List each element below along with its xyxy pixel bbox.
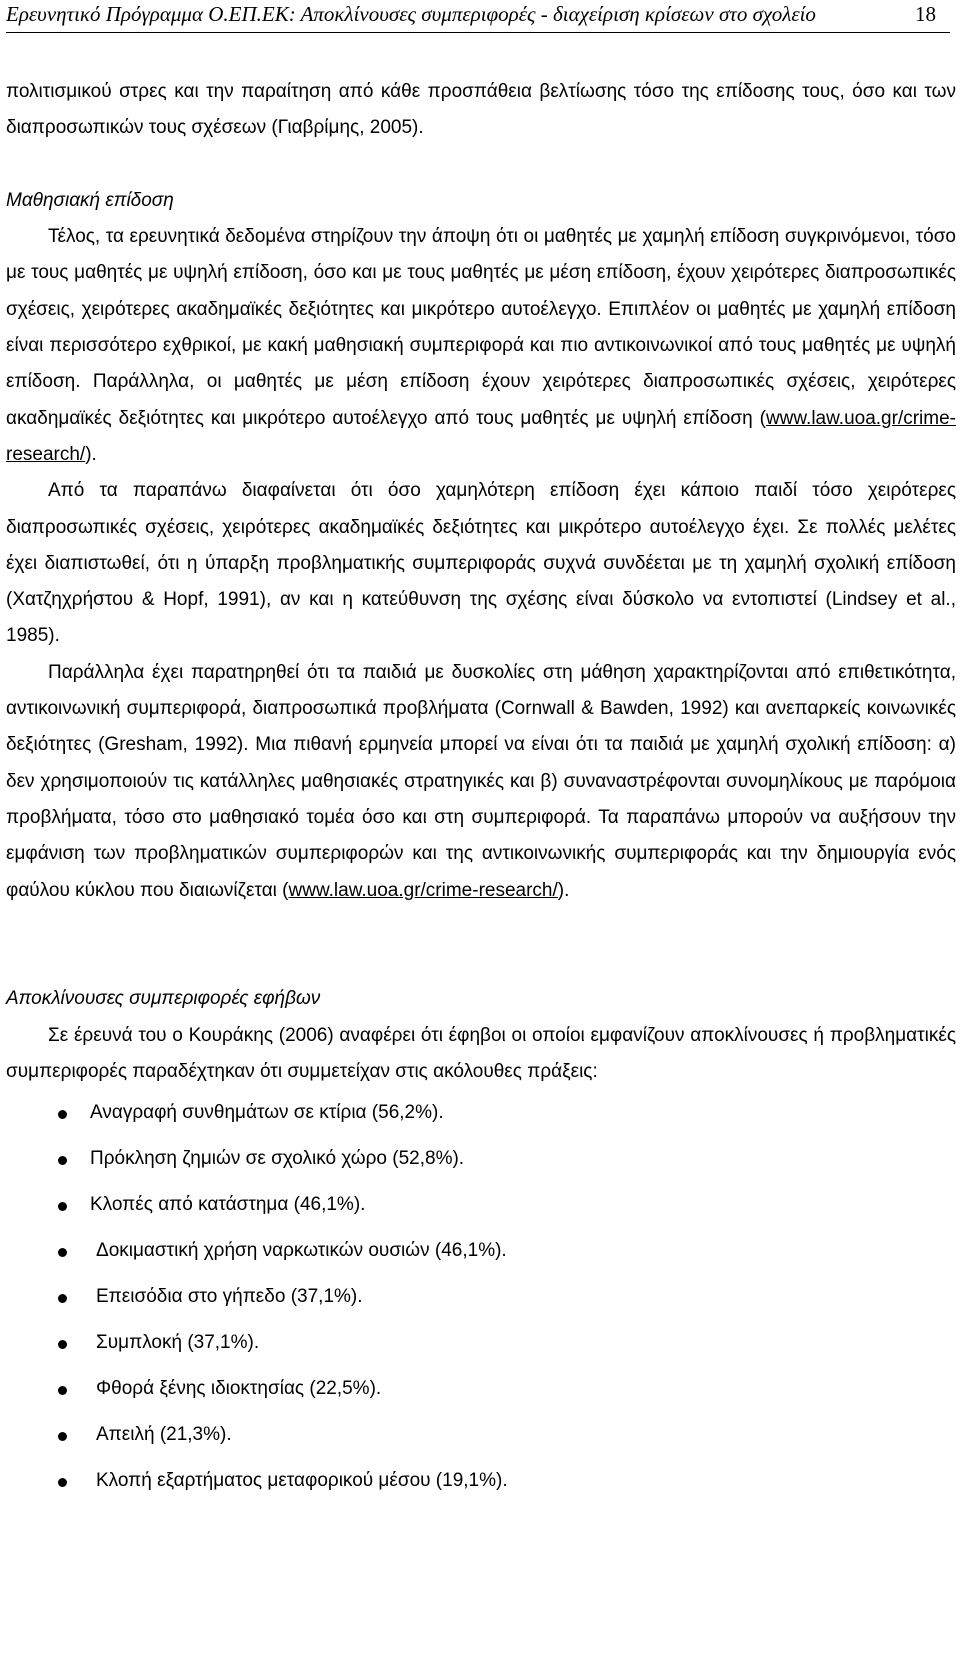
list-item-text: Κλοπή εξαρτήματος μεταφορικού μέσου (19,1%). [96,1470,508,1492]
bullet-icon [58,1386,67,1395]
list-item [6,1366,956,1412]
list-item-text: Επεισόδια στο γήπεδο (37,1%). [96,1286,363,1308]
bullet-icon [58,1110,67,1119]
list-item-text: Απειλή (21,3%). [96,1424,232,1446]
spacer [6,909,956,982]
bullet-icon [58,1340,67,1349]
list-item-text: Κλοπές από κατάστημα (46,1%). [90,1194,366,1216]
section-heading-deviant-behaviors: Αποκλίνουσες συμπεριφορές εφήβων [6,988,321,1010]
list-item-text: Αναγραφή συνθημάτων σε κτίρια (56,2%). [90,1102,444,1124]
section-heading-learning-performance: Μαθησιακή επίδοση [6,189,174,211]
list-item-text: Φθορά ξένης ιδιοκτησίας (22,5%). [96,1378,382,1400]
paragraph-text-end: ). [557,879,570,901]
list-item [6,1412,956,1458]
paragraph-learning-difficulties [6,655,956,909]
paragraph-performance-findings [6,219,956,473]
bullet-icon [58,1432,67,1441]
list-item [6,1320,956,1366]
list-item-text: Πρόκληση ζημιών σε σχολικό χώρο (52,8%). [90,1148,465,1170]
list-item [6,1182,956,1228]
bullet-icon [58,1202,67,1211]
list-item-text: Δοκιμαστική χρήση ναρκωτικών ουσιών (46,1%). [96,1240,507,1262]
paragraph-continuation: πολιτισμικού στρες και την παραίτηση από κάθε προσπάθεια βελτίωσης τόσο της επίδοσης τους, όσο και των διαπροσωπικών τους σχέσεων (Γιαβρίμης, 2005). [6,81,956,139]
crime-research-link[interactable]: www.law.uoa.gr/crime-research/ [288,879,558,901]
behaviors-list [6,1090,956,1504]
list-item [6,1274,956,1320]
bullet-icon [58,1478,67,1487]
spacer [6,147,956,183]
bullet-icon [58,1248,67,1257]
paragraph-kourakis-study: Σε έρευνά του ο Κουράκης (2006) αναφέρει ότι έφηβοι οι οποίοι εμφανίζουν αποκλίνουσες ή προβληματικές συμπεριφορές παραδέχτηκαν ότι συμμετείχαν στις ακόλουθες πράξεις: [6,1024,956,1083]
paragraph-text: Τέλος, τα ερευνητικά δεδομένα στηρίζουν την άποψη ότι οι μαθητές με χαμηλή επίδοση συγκρινόμενοι, τόσο με τους μαθητές με υψηλή επίδοση, όσο και με τους μαθητές με μέση επίδοση, έχουν χειρότερες διαπροσωπικές σχέσεις, χειρότερες ακαδημαϊκές δεξιότητες και μικρότερο αυτοέλεγχο. Επιπλέον οι μαθητές με χαμηλή επίδοση είναι περισσότερο εχθρικοί, με κακή μαθησιακή συμπεριφορά και πιο αντικοινωνικοί από τους μαθητές με υψηλή επίδοση. Παράλληλα, οι μαθητές με μέση επίδοση έχουν χειρότερες διαπροσωπικές σχέσεις, χειρότερες ακαδημαϊκές δεξιότητες και μικρότερο αυτοέλεγχο από τους μαθητές με υψηλή επίδοση ( [6,226,956,429]
header-title: Ερευνητικό Πρόγραμμα Ο.ΕΠ.ΕΚ: Αποκλίνουσες συμπεριφορές - διαχείριση κρίσεων στο σχολείο [6,2,816,26]
list-item [6,1090,956,1136]
document-body [6,74,956,1504]
list-item [6,1458,956,1504]
bullet-icon [58,1156,67,1165]
paragraph-text: Παράλληλα έχει παρατηρηθεί ότι τα παιδιά με δυσκολίες στη μάθηση χαρακτηρίζονται από επιθετικότητα, αντικοινωνική συμπεριφορά, διαπροσωπικά προβλήματα (Cornwall & Bawden, 1992) και ανεπαρκείς κοινωνικές δεξιότητες (Gresham, 1992). Μια πιθανή ερμηνεία μπορεί να είναι ότι τα παιδιά με χαμηλή σχολική επίδοση: α) δεν χρησιμοποιούν τις κατάλληλες μαθησιακές στρατηγικές και β) συναναστρέφονται συνομηλίκους με παρόμοια προβλήματα, τόσο στο μαθησιακό τομέα όσο και στη συμπεριφορά. Τα παραπάνω μπορούν να αυξήσουν την εμφάνιση των προβληματικών συμπεριφορών και της αντικοινωνικής συμπεριφοράς και την δημιουργία ενός φαύλου κύκλου που διαιωνίζεται ( [6,661,956,901]
paragraph-conclusions: Από τα παραπάνω διαφαίνεται ότι όσο χαμηλότερη επίδοση έχει κάποιο παιδί τόσο χειρότερες διαπροσωπικές σχέσεις, χειρότερες ακαδημαϊκές δεξιότητες και μικρότερο αυτοέλεγχο έχει. Σε πολλές μελέτες έχει διαπιστωθεί, ότι η ύπαρξη προβληματικής συμπεριφοράς συχνά συνδέεται με τη χαμηλή σχολική επίδοση (Χατζηχρήστου & Hopf, 1991), αν και η κατεύθυνση της σχέσης είναι δύσκολο να εντοπιστεί (Lindsey et al., 1985). [6,480,956,647]
list-item [6,1228,956,1274]
bullet-icon [58,1294,67,1303]
page-number: 18 [915,2,936,26]
paragraph-text-end: ). [85,443,97,465]
page-header [6,2,950,33]
crime-research-link[interactable]: www.law.uoa.gr/crime-research/ [6,407,956,465]
list-item [6,1136,956,1182]
list-item-text: Συμπλοκή (37,1%). [96,1332,260,1354]
